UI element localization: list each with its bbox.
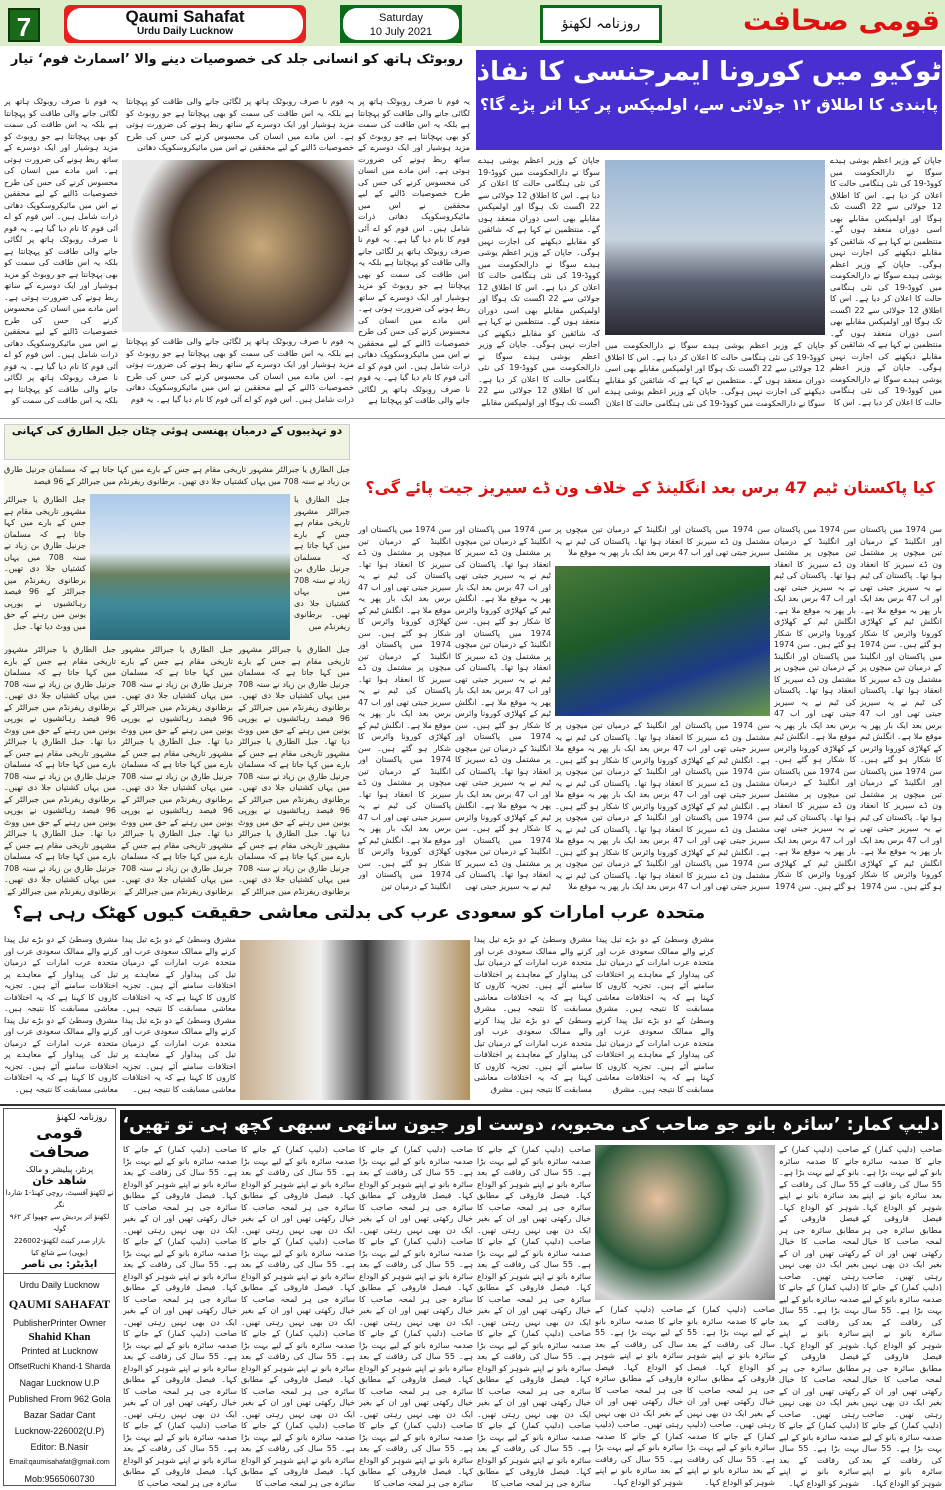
text-column: جبل الطارق یا جبرالٹر مشہور تاریخی مقام ہے جس کے بارے میں کہا جاتا ہے کہ مسلمان جرنیل طارق بن زیاد نے سنہ 708 میں یہاں کشتیاں جلا دی تھیں۔ برطانوی ریفرنڈم میں	[294, 495, 350, 631]
dilip-headline: دلیپ کمار: ’سائرہ بانو جو صاحب کی محبوبہ، دوست اور جیون ساتھی سبھی کچھ ہی تو تھیں‘	[120, 1110, 942, 1140]
imprint-en-line: PublisherPrinter Owner	[12, 1318, 107, 1328]
urdu-logo: روزنامہ لکھنؤ	[543, 8, 659, 40]
text-column: صاحب (دلیپ کمار) کے جانے کا صدمہ سائرہ بانو کے لیے بہت بڑا ہے۔ 55 سال کی رفاقت کے بعد سائرہ بانو نے اپنے شوہر کو الوداع کہا۔ فیصل فاروقی کے مطابق سائرہ جی ہر لمحہ صاحب کا خیال رکھتی تھیں اور ان کے بغیر ایک دن بھی نہیں رہتی تھیں۔ صاحب (دلیپ کمار) کے جانے کا صدمہ سائرہ بانو کے لیے بہت بڑا ہے۔ 55 سال کی رفاقت کے بعد سائرہ بانو نے اپنے شوہر کو الوداع کہا۔ فیصل فاروقی کے مطابق سائرہ جی ہر لمحہ صاحب کا خیال رکھتی تھیں اور ان کے بغیر ایک دن بھی نہیں رہتی تھیں۔ صاحب (دلیپ کمار) کے جانے کا صدمہ سائرہ بانو کے لیے بہت بڑا ہے۔ 55 سال کی رفاقت کے بعد سائرہ بانو نے اپنے شوہر کو الوداع کہا۔ فیصل فاروقی کے مطابق سائرہ جی ہر لمحہ صاحب کا خیال رکھتی تھیں اور ان کے بغیر ایک دن بھی نہیں رہتی تھیں۔ صاحب (دلیپ کمار) کے جانے کا صدمہ سائرہ بانو کے لیے بہت بڑا ہے۔ 55 سال کی رفاقت کے بعد سائرہ بانو نے اپنے شوہر کو الوداع کہا۔ فیصل فاروقی کے مطابق سائرہ جی ہر لمحہ صاحب کا	[123, 1145, 237, 1488]
brand-box	[64, 5, 306, 43]
text-column: سن 1974 میں پاکستان اور انگلینڈ کے درمیان تین میچوں پر مشتمل ون ڈے سیریز کا انعقاد ہوا تھا۔ پاکستان کی ٹیم نے یہ سیریز جیتی تھی اور اب 47 برس بعد ایک بار پھر یہ موقع ملا ہے۔ انگلش ٹیم کے کھلاڑی کورونا وائرس کا شکار ہو گئے ہیں۔ سن 1974 میں پاکستان اور انگلینڈ کے درمیان تین میچوں پر مشتمل ون ڈے سیریز کا انعقاد ہوا تھا۔ پاکستان کی ٹیم نے یہ سیریز جیتی تھی اور اب 47 برس بعد ایک بار پھر یہ موقع ملا ہے۔ انگلش ٹیم کے کھلاڑی کورونا وائرس کا شکار ہو گئے ہیں۔ سن 1974 میں پاکستان اور انگلینڈ کے درمیان تین میچوں پر مشتمل ون ڈے سیریز کا انعقاد ہوا تھا۔ پاکستان کی ٹیم نے یہ سیریز جیتی تھی اور اب 47 برس بعد ایک بار پھر یہ موقع ملا ہے۔ انگلش ٹیم کے کھلاڑی کورونا وائرس کا شکار ہو گئے ہیں۔ سن 1974 میں پاکستان اور انگلینڈ کے درمیان تین	[358, 525, 451, 891]
imprint-mobile: Mob:9565060730	[24, 1474, 95, 1484]
text-column: یہ فوم نا صرف روبوٹک ہاتھ پر لگائی جانے والی طاقت کو پہچانتا ہے بلکہ یہ اس طاقت کی سمت کو بھی پہچانتا ہے جو روبوٹ کو مزید ہوشیار اور ایک دوسرے کے ساتھ ربط ہونے کی ضرورت ہوتی ہے۔ اس مادے میں انسان کی محسوس کرنے کی حس کی طرح خصوصیات ڈالنے کے لیے محققین نے اس میں مائیکروسکوپک دھاتی ذرات شامل ہیں۔ اس فوم کو اے آئی فوم کا نام دیا گیا ہے۔ یہ فوم نا صرف روبوٹک ہاتھ پر لگائی جانے والی طاقت کو پہچانتا ہے بلکہ یہ اس طاقت کی سمت کو بھی پہچانتا ہے جو روبوٹ کو مزید ہوشیار اور ایک دوسرے کے ساتھ ربط ہونے کی ضرورت ہوتی ہے۔ اس مادے میں انسان کی محسوس کرنے کی حس کی طرح خصوصیات ڈالنے کے لیے محققین نے اس میں مائیکروسکوپک دھاتی ذرات شامل ہیں۔ اس فوم کو اے آئی فوم کا نام دیا گیا ہے۔ یہ فوم نا صرف روبوٹک ہاتھ پر لگائی جانے والی طاقت کو پہچانتا ہے بلکہ یہ اس طاقت کی سمت کو	[4, 97, 118, 405]
brand-name: Qaumi Sahafat	[125, 7, 245, 26]
robot-headline: روبوٹک ہاتھ کو انسانی جلد کی خصوصیات دینے والا ’اسمارٹ فوم‘ تیار	[10, 52, 464, 67]
gibraltar-headline: دو تہذیبوں کے درمیان پھنسی ہوئی چٹان جبل الطارق کی کہانی	[4, 424, 350, 460]
imprint-en-line: Bazar Sadar Cant	[23, 1410, 96, 1420]
text-column: مشرق وسطیٰ کے دو بڑے تیل پیدا کرنے والے ممالک سعودی عرب اور متحدہ عرب امارات کے درمیان تیل کی پیداوار کے معاہدے پر اختلافات سامنے آئے ہیں۔ تجزیہ کاروں کا کہنا ہے کہ یہ اختلافات معاشی مسابقت کا نتیجہ ہیں۔ مشرق وسطیٰ کے دو بڑے تیل پیدا کرنے والے ممالک سعودی عرب اور متحدہ عرب امارات کے درمیان تیل کی پیداوار کے معاہدے پر اختلافات سامنے آئے ہیں۔ تجزیہ کاروں کا کہنا ہے کہ یہ اختلافات معاشی مسابقت کا نتیجہ ہیں۔ مشرق	[474, 935, 592, 1094]
text-column: یہ فوم نا صرف روبوٹک ہاتھ پر لگائی جانے والی طاقت کو پہچانتا ہے بلکہ یہ اس طاقت کی سمت کو بھی پہچانتا ہے جو روبوٹ کو مزید ہوشیار اور ایک دوسرے کے ساتھ ربط ہونے کی ضرورت ہوتی ہے۔ اس مادے میں انسان کی محسوس کرنے کی حس کی طرح خصوصیات ڈالنے کے لیے محققین نے اس میں مائیکروسکوپک دھاتی	[126, 97, 354, 152]
day: Saturday	[378, 12, 424, 24]
imprint-box	[3, 1108, 116, 1486]
divider	[0, 418, 945, 419]
imprint-ur-addr: لکھنؤ اتر پردیش سے چھپوا کر ۹۶۲ گولہ	[9, 1213, 110, 1233]
date-box	[340, 5, 462, 43]
text-column: مشرق وسطیٰ کے دو بڑے تیل پیدا کرنے والے ممالک سعودی عرب اور متحدہ عرب امارات کے درمیان تیل کی پیداوار کے معاہدے پر اختلافات سامنے آئے ہیں۔ تجزیہ کاروں کا کہنا ہے کہ یہ اختلافات معاشی مسابقت کا نتیجہ ہیں۔ مشرق وسطیٰ کے دو بڑے تیل پیدا کرنے والے ممالک سعودی عرب اور متحدہ عرب امارات کے درمیان تیل کی پیداوار کے معاہدے پر اختلافات سامنے آئے ہیں۔ تجزیہ کاروں کا کہنا ہے کہ یہ اختلافات معاشی مسابقت کا نتیجہ ہیں۔	[4, 935, 118, 1094]
imprint-en-line: Printed at Lucknow	[21, 1346, 98, 1356]
gibraltar-photo	[90, 494, 290, 640]
imprint-email: Email:qaumisahafat@gmail.com	[9, 1459, 110, 1466]
text-column: جاپان کے وزیر اعظم یوشی ہیدے سوگا نے دارالحکومت میں کووڈ-19 کی نئی ہنگامی حالت کا اعلان کر دیا ہے۔ اس کا اطلاق 12 جولائی سے 22 اگست تک ہوگا اور اولمپکس مقابلے بھی اسی دوران منعقد ہوں گے۔ منتظمین نے کہا ہے کہ شائقین کو مقابلے دیکھنے کی اجازت نہیں ہوگی۔ جاپان کے وزیر اعظم یوشی ہیدے سوگا نے دارالحکومت میں کووڈ-19 کی نئی ہنگامی حالت کا اعلان	[605, 341, 825, 408]
imprint-en-line: Published From 962 Gola	[8, 1394, 111, 1404]
text-column: صاحب (دلیپ کمار) کے جانے کا صدمہ سائرہ بانو کے لیے بہت بڑا ہے۔ 55 سال کی رفاقت کے بعد سائرہ بانو نے اپنے شوہر کو الوداع کہا۔ فیصل فاروقی کے مطابق سائرہ جی ہر لمحہ صاحب کا خیال رکھتی تھیں اور ان کے بغیر ایک دن بھی نہیں رہتی تھیں۔ صاحب (دلیپ کمار) کے جانے کا صدمہ سائرہ بانو کے لیے بہت بڑا ہے۔ 55 سال کی رفاقت کے بعد سائرہ بانو نے اپنے شوہر کو الوداع کہا۔	[595, 1305, 683, 1487]
text-column: جبل الطارق یا جبرالٹر مشہور تاریخی مقام ہے جس کے بارے میں کہا جاتا ہے کہ مسلمان جرنیل طارق بن زیاد نے سنہ 708 میں یہاں کشتیاں جلا دی تھیں۔ برطانوی ریفرنڈم میں جبرالٹر کے 96 فیصد رہائشیوں نے یورپی یونین میں رہنے کے حق میں ووٹ دیا تھا۔ جبل الطارق یا جبرالٹر مشہور تاریخی مقام ہے جس کے بارے میں کہا جاتا ہے کہ مسلمان جرنیل طارق بن زیاد نے سنہ 708 میں یہاں کشتیاں جلا دی تھیں۔ برطانوی ریفرنڈم میں جبرالٹر کے 96 فیصد رہائشیوں نے یورپی یونین میں رہنے کے حق میں ووٹ دیا تھا۔ جبل الطارق یا جبرالٹر مشہور تاریخی مقام ہے جس کے بارے میں کہا جاتا ہے کہ مسلمان جرنیل طارق بن زیاد نے سنہ 708 میں یہاں کشتیاں جلا دی تھیں۔ برطانوی ریفرنڈم میں جبرالٹر کے	[121, 645, 233, 896]
imprint-ur-editor: ایڈیٹر: بی ناصر	[4, 1259, 115, 1274]
imprint-en-line: Urdu Daily Lucknow	[19, 1280, 100, 1290]
divider	[0, 1104, 945, 1106]
date: 10 July 2021	[369, 26, 433, 38]
text-column: جبل الطارق یا جبرالٹر مشہور تاریخی مقام ہے جس کے بارے میں کہا جاتا ہے کہ مسلمان جرنیل طارق بن زیاد نے سنہ 708 میں یہاں کشتیاں جلا دی تھیں۔ برطانوی ریفرنڈم میں جبرالٹر کے 96 فیصد رہائشیوں نے یورپی یونین میں رہنے کے حق میں ووٹ دیا تھا۔ جبل الطارق یا جبرالٹر مشہور تاریخی مقام ہے جس کے بارے میں کہا جاتا ہے کہ مسلمان جرنیل طارق بن زیاد نے سنہ 708 میں یہاں کشتیاں جلا دی تھیں۔ برطانوی ریفرنڈم میں جبرالٹر کے 96 فیصد رہائشیوں نے یورپی یونین میں رہنے کے حق میں ووٹ دیا تھا۔ جبل الطارق یا جبرالٹر مشہور تاریخی مقام ہے جس کے بارے میں کہا جاتا ہے کہ مسلمان جرنیل طارق بن زیاد نے سنہ 708 میں یہاں کشتیاں جلا دی تھیں۔ برطانوی ریفرنڈم میں جبرالٹر کے	[238, 645, 350, 896]
text-column: صاحب (دلیپ کمار) کے جانے کا صدمہ سائرہ بانو کے لیے بہت بڑا ہے۔ 55 سال کی رفاقت کے بعد سائرہ بانو نے اپنے شوہر کو الوداع کہا۔ فیصل فاروقی کے مطابق سائرہ جی ہر لمحہ صاحب کا خیال رکھتی تھیں اور ان کے بغیر ایک دن بھی نہیں رہتی تھیں۔ صاحب (دلیپ کمار) کے جانے کا صدمہ سائرہ بانو کے لیے بہت بڑا ہے۔ 55 سال کی رفاقت کے بعد سائرہ بانو نے اپنے شوہر کو الوداع کہا۔	[687, 1305, 775, 1487]
urdu-title: قومی صحافت	[742, 4, 940, 37]
text-column: جبل الطارق یا جبرالٹر مشہور تاریخی مقام ہے جس کے بارے میں کہا جاتا ہے کہ مسلمان جرنیل طارق بن زیاد نے سنہ 708 میں یہاں کشتیاں جلا دی تھیں۔ برطانوی ریفرنڈم میں جبرالٹر کے 96 فیصد رہائشیوں نے یورپی یونین میں رہنے کے حق میں ووٹ دیا تھا۔ جبل الطارق یا جبرالٹر مشہور تاریخی مقام ہے جس کے بارے میں کہا جاتا ہے کہ مسلمان جرنیل طارق بن زیاد نے سنہ 708 میں یہاں کشتیاں جلا دی تھیں۔ برطانوی ریفرنڈم میں جبرالٹر کے 96 فیصد رہائشیوں نے یورپی یونین میں رہنے کے حق میں ووٹ دیا تھا۔ جبل الطارق یا جبرالٹر مشہور تاریخی مقام ہے جس کے بارے میں کہا جاتا ہے کہ مسلمان جرنیل طارق بن زیاد نے سنہ 708 میں یہاں کشتیاں جلا دی تھیں۔ برطانوی ریفرنڈم میں جبرالٹر کے	[4, 645, 116, 896]
imprint-ur-addr: بازار صدر کینٹ لکھنؤ-226002	[13, 1237, 106, 1245]
imprint-en-line: Lucknow-226002(U.P)	[14, 1426, 105, 1436]
text-column: مشرق وسطیٰ کے دو بڑے تیل پیدا کرنے والے ممالک سعودی عرب اور متحدہ عرب امارات کے درمیان تیل کی پیداوار کے معاہدے پر اختلافات سامنے آئے ہیں۔ تجزیہ کاروں کا کہنا ہے کہ یہ اختلافات معاشی مسابقت کا نتیجہ ہیں۔ مشرق وسطیٰ کے دو بڑے تیل پیدا کرنے والے ممالک سعودی عرب اور متحدہ عرب امارات کے درمیان تیل کی پیداوار کے معاہدے پر اختلافات سامنے آئے ہیں۔ تجزیہ کاروں کا کہنا ہے کہ یہ اختلافات معاشی مسابقت کا نتیجہ ہیں۔ مشرق	[596, 935, 714, 1094]
urdu-logo-box	[540, 5, 662, 43]
imprint-ur-role: پرنٹر، پبلیشر و مالک	[25, 1165, 94, 1174]
imprint-en-owner: Shahid Khan	[28, 1331, 91, 1343]
tokyo-headline: ٹوکیو میں کورونا ایمرجنسی کا نفاذ	[476, 56, 942, 87]
imprint-ur-addr: (یوپی) سے شائع کیا	[31, 1249, 88, 1257]
imprint-ur-title: قومی صحافت	[29, 1123, 90, 1161]
text-column: جاپان کے وزیر اعظم یوشی ہیدے سوگا نے دارالحکومت میں کووڈ-19 کی نئی ہنگامی حالت کا اعلان کر دیا ہے۔ اس کا اطلاق 12 جولائی سے 22 اگست تک ہوگا اور اولمپکس مقابلے بھی اسی دوران منعقد ہوں گے۔ منتظمین نے کہا ہے کہ شائقین کو مقابلے دیکھنے کی اجازت نہیں ہوگی۔ جاپان کے وزیر اعظم یوشی ہیدے سوگا نے دارالحکومت میں کووڈ-19 کی نئی ہنگامی حالت کا اعلان کر دیا ہے۔ اس کا اطلاق 12 جولائی سے 22 اگست تک ہوگا اور اولمپکس مقابلے بھی اسی دوران منعقد ہوں گے۔ منتظمین نے کہا ہے کہ شائقین کو مقابلے دیکھنے کی اجازت نہیں ہوگی۔ جاپان کے وزیر اعظم یوشی ہیدے سوگا نے دارالحکومت میں کووڈ-19 کی نئی ہنگامی حالت کا اعلان کر دیا ہے۔ اس کا اطلاق 12 جولائی سے 22 اگست تک ہوگا اور اولمپکس مقابلے	[478, 156, 600, 407]
text-column: صاحب (دلیپ کمار) کے جانے کا صدمہ سائرہ بانو کے لیے بہت بڑا ہے۔ 55 سال کی رفاقت کے بعد سائرہ بانو نے اپنے شوہر کو الوداع کہا۔ فیصل فاروقی کے مطابق سائرہ جی ہر لمحہ صاحب کا خیال رکھتی تھیں اور ان کے بغیر ایک دن بھی نہیں رہتی تھیں۔ صاحب (دلیپ کمار) کے جانے کا صدمہ سائرہ بانو کے لیے بہت بڑا ہے۔ 55 سال کی رفاقت کے بعد سائرہ بانو نے اپنے شوہر کو الوداع کہا۔ فیصل فاروقی کے مطابق سائرہ جی ہر لمحہ صاحب کا خیال رکھتی تھیں اور ان کے بغیر ایک دن بھی نہیں رہتی تھیں۔ صاحب (دلیپ کمار) کے جانے کا صدمہ سائرہ بانو کے لیے بہت بڑا ہے۔ 55 سال کی رفاقت کے بعد سائرہ بانو نے اپنے شوہر کو الوداع کہا۔	[862, 1145, 942, 1488]
text-column: صاحب (دلیپ کمار) کے جانے کا صدمہ سائرہ بانو کے لیے بہت بڑا ہے۔ 55 سال کی رفاقت کے بعد سائرہ بانو نے اپنے شوہر کو الوداع کہا۔ فیصل فاروقی کے مطابق سائرہ جی ہر لمحہ صاحب کا خیال رکھتی تھیں اور ان کے بغیر ایک دن بھی نہیں رہتی تھیں۔ صاحب (دلیپ کمار) کے جانے کا صدمہ سائرہ بانو کے لیے بہت بڑا ہے۔ 55 سال کی رفاقت کے بعد سائرہ بانو نے اپنے شوہر کو الوداع کہا۔ فیصل فاروقی کے مطابق سائرہ جی ہر لمحہ صاحب کا خیال رکھتی تھیں اور ان کے بغیر ایک دن بھی نہیں رہتی تھیں۔ صاحب (دلیپ کمار) کے جانے کا صدمہ سائرہ بانو کے لیے بہت بڑا ہے۔ 55 سال کی رفاقت کے بعد سائرہ بانو نے اپنے شوہر کو الوداع کہا۔	[779, 1145, 859, 1488]
text-column: جبل الطارق یا جبرالٹر مشہور تاریخی مقام ہے جس کے بارے میں کہا جاتا ہے کہ مسلمان جرنیل طارق بن زیاد نے سنہ 708 میں یہاں کشتیاں جلا دی تھیں۔ برطانوی ریفرنڈم میں جبرالٹر کے 96 فیصد رہائشیوں نے یورپی یونین میں رہنے کے حق میں ووٹ دیا تھا۔ جبل	[4, 495, 86, 631]
text-column: سن 1974 میں پاکستان اور انگلینڈ کے درمیان تین میچوں پر مشتمل ون ڈے سیریز کا انعقاد ہوا تھا۔ پاکستان کی ٹیم نے یہ سیریز جیتی تھی اور اب 47 برس بعد ایک بار پھر یہ موقع ملا ہے۔ انگلش ٹیم کے کھلاڑی کورونا وائرس کا شکار ہو گئے ہیں۔ سن 1974 میں پاکستان اور انگلینڈ کے درمیان تین میچوں پر مشتمل ون ڈے سیریز کا انعقاد ہوا تھا۔ پاکستان کی ٹیم نے یہ سیریز جیتی تھی اور اب 47 برس بعد ایک بار پھر یہ موقع ملا ہے۔ انگلش ٹیم کے کھلاڑی کورونا وائرس کا شکار ہو گئے ہیں۔ سن 1974 میں پاکستان اور انگلینڈ کے درمیان تین میچوں پر مشتمل ون ڈے سیریز کا انعقاد ہوا تھا۔ پاکستان کی ٹیم نے یہ سیریز جیتی تھی اور اب 47 برس بعد ایک بار پھر یہ موقع ملا ہے۔ انگلش ٹیم کے کھلاڑی کورونا وائرس کا شکار ہو گئے ہیں۔ سن 1974 میں پاکستان اور انگلینڈ کے درمیان تین میچوں پر مشتمل ون ڈے سیریز کا انعقاد ہوا تھا۔ پاکستان کی ٹیم نے یہ سیریز جیتی تھی اور اب 47 برس بعد ایک بار پھر یہ موقع ملا	[555, 721, 770, 891]
text-column: صاحب (دلیپ کمار) کے جانے کا صدمہ سائرہ بانو کے لیے بہت بڑا ہے۔ 55 سال کی رفاقت کے بعد سائرہ بانو نے اپنے شوہر کو الوداع کہا۔ فیصل فاروقی کے مطابق سائرہ جی ہر لمحہ صاحب کا خیال رکھتی تھیں اور ان کے بغیر ایک دن بھی نہیں رہتی تھیں۔ صاحب (دلیپ کمار) کے جانے کا صدمہ سائرہ بانو کے لیے بہت بڑا ہے۔ 55 سال کی رفاقت کے بعد سائرہ بانو نے اپنے شوہر کو الوداع کہا۔ فیصل فاروقی کے مطابق سائرہ جی ہر لمحہ صاحب کا خیال رکھتی تھیں اور ان کے بغیر ایک دن بھی نہیں رہتی تھیں۔ صاحب (دلیپ کمار) کے جانے کا صدمہ سائرہ بانو کے لیے بہت بڑا ہے۔ 55 سال کی رفاقت کے بعد سائرہ بانو نے اپنے شوہر کو الوداع کہا۔ فیصل فاروقی کے مطابق سائرہ جی ہر لمحہ صاحب کا خیال رکھتی تھیں اور ان کے بغیر ایک دن بھی نہیں رہتی تھیں۔ صاحب (دلیپ کمار) کے جانے کا صدمہ سائرہ بانو کے لیے بہت بڑا ہے۔ 55 سال کی رفاقت کے بعد سائرہ بانو نے اپنے شوہر کو الوداع کہا۔ فیصل فاروقی کے مطابق سائرہ جی ہر لمحہ صاحب کا	[477, 1145, 591, 1488]
text-column: سن 1974 میں پاکستان اور انگلینڈ کے درمیان تین میچوں پر مشتمل ون ڈے سیریز کا انعقاد ہوا تھا۔ پاکستان کی ٹیم نے یہ سیریز جیتی تھی اور اب 47 برس بعد ایک بار پھر یہ موقع ملا	[555, 525, 770, 557]
olympics-photo	[605, 160, 825, 335]
tokyo-subhead: پابندی کا اطلاق ۱۲ جولائی سے، اولمپکس پر کیا اثر پڑے گا؟	[479, 95, 939, 114]
page-number: 7	[8, 8, 40, 42]
dilip-saira-photo	[595, 1145, 775, 1300]
tokyo-headline-box	[476, 50, 942, 150]
imprint-ur-addr: نے لکھنؤ آفسیٹ، روچی کھنڈ-1 شاردا نگر	[5, 1189, 114, 1209]
imprint-en-line: Editor: B.Nasir	[30, 1442, 89, 1452]
text-column: صاحب (دلیپ کمار) کے جانے کا صدمہ سائرہ بانو کے لیے بہت بڑا ہے۔ 55 سال کی رفاقت کے بعد سائرہ بانو نے اپنے شوہر کو الوداع کہا۔ فیصل فاروقی کے مطابق سائرہ جی ہر لمحہ صاحب کا خیال رکھتی تھیں اور ان کے بغیر ایک دن بھی نہیں رہتی تھیں۔ صاحب (دلیپ کمار) کے جانے کا صدمہ سائرہ بانو کے لیے بہت بڑا ہے۔ 55 سال کی رفاقت کے بعد سائرہ بانو نے اپنے شوہر کو الوداع کہا۔ فیصل فاروقی کے مطابق سائرہ جی ہر لمحہ صاحب کا خیال رکھتی تھیں اور ان کے بغیر ایک دن بھی نہیں رہتی تھیں۔ صاحب (دلیپ کمار) کے جانے کا صدمہ سائرہ بانو کے لیے بہت بڑا ہے۔ 55 سال کی رفاقت کے بعد سائرہ بانو نے اپنے شوہر کو الوداع کہا۔ فیصل فاروقی کے مطابق سائرہ جی ہر لمحہ صاحب کا خیال رکھتی تھیں اور ان کے بغیر ایک دن بھی نہیں رہتی تھیں۔ صاحب (دلیپ کمار) کے جانے کا صدمہ سائرہ بانو کے لیے بہت بڑا ہے۔ 55 سال کی رفاقت کے بعد سائرہ بانو نے اپنے شوہر کو الوداع کہا۔ فیصل فاروقی کے مطابق سائرہ جی ہر لمحہ صاحب کا	[241, 1145, 355, 1488]
uae-headline: متحدہ عرب امارات کو سعودی عرب کی بدلتی معاشی حقیقت کیوں کھٹک رہی ہے؟	[12, 903, 706, 923]
text-column: یہ فوم نا صرف روبوٹک ہاتھ پر لگائی جانے والی طاقت کو پہچانتا ہے بلکہ یہ اس طاقت کی سمت کو بھی پہچانتا ہے جو روبوٹ کو مزید ہوشیار اور ایک دوسرے کے ساتھ ربط ہونے کی ضرورت ہوتی ہے۔ اس مادے میں انسان کی محسوس کرنے کی حس کی طرح خصوصیات ڈالنے کے لیے محققین نے اس میں مائیکروسکوپک دھاتی ذرات شامل ہیں۔ اس فوم کو اے آئی فوم کا نام دیا گیا ہے۔ یہ فوم نا صرف روبوٹک ہاتھ پر لگائی جانے والی طاقت کو پہچانتا ہے بلکہ یہ اس طاقت کی سمت کو بھی پہچانتا ہے جو روبوٹ کو مزید ہوشیار اور ایک دوسرے کے ساتھ ربط ہونے کی ضرورت ہوتی ہے۔ اس مادے میں انسان کی محسوس کرنے کی حس کی طرح خصوصیات ڈالنے کے لیے محققین نے اس میں مائیکروسکوپک دھاتی ذرات شامل ہیں۔ اس فوم کو اے آئی فوم کا نام دیا گیا ہے۔ یہ فوم نا صرف روبوٹک ہاتھ پر لگائی جانے والی طاقت کو پہچانتا ہے	[358, 97, 470, 405]
imprint-ur-top: روزنامہ لکھنؤ	[56, 1113, 107, 1123]
text-column: جاپان کے وزیر اعظم یوشی ہیدے سوگا نے دارالحکومت میں کووڈ-19 کی نئی ہنگامی حالت کا اعلان کر دیا ہے۔ اس کا اطلاق 12 جولائی سے 22 اگست تک ہوگا اور اولمپکس مقابلے بھی اسی دوران منعقد ہوں گے۔ منتظمین نے کہا ہے کہ شائقین کو مقابلے دیکھنے کی اجازت نہیں ہوگی۔ جاپان کے وزیر اعظم یوشی ہیدے سوگا نے دارالحکومت میں کووڈ-19 کی نئی ہنگامی حالت کا اعلان کر دیا ہے۔ اس کا اطلاق 12 جولائی سے 22 اگست تک ہوگا اور اولمپکس مقابلے بھی اسی دوران منعقد ہوں گے۔ منتظمین نے کہا ہے کہ شائقین کو مقابلے دیکھنے کی اجازت نہیں ہوگی۔ جاپان کے وزیر اعظم یوشی ہیدے سوگا نے دارالحکومت میں کووڈ-19 کی نئی ہنگامی حالت کا اعلان کر دیا ہے۔ اس کا	[830, 156, 942, 407]
brand-sub: Urdu Daily Lucknow	[136, 26, 234, 37]
cricket-headline: کیا پاکستان ٹیم 47 برس بعد انگلینڈ کے خلاف ون ڈے سیریز جیت پائے گی؟	[365, 478, 935, 497]
text-column: جبل الطارق یا جبرالٹر مشہور تاریخی مقام ہے جس کے بارے میں کہا جاتا ہے کہ مسلمان جرنیل طارق بن زیاد نے سنہ 708 میں یہاں کشتیاں جلا دی تھیں۔ برطانوی ریفرنڈم میں جبرالٹر کے 96 فیصد	[4, 465, 350, 486]
text-column: سن 1974 میں پاکستان اور انگلینڈ کے درمیان تین میچوں پر مشتمل ون ڈے سیریز کا انعقاد ہوا تھا۔ پاکستان کی ٹیم نے یہ سیریز جیتی تھی اور اب 47 برس بعد ایک بار پھر یہ موقع ملا ہے۔ انگلش ٹیم کے کھلاڑی کورونا وائرس کا شکار ہو گئے ہیں۔ سن 1974 میں پاکستان اور انگلینڈ کے درمیان تین میچوں پر مشتمل ون ڈے سیریز کا انعقاد ہوا تھا۔ پاکستان کی ٹیم نے یہ سیریز جیتی تھی اور اب 47 برس بعد ایک بار پھر یہ موقع ملا ہے۔ انگلش ٹیم کے کھلاڑی کورونا وائرس کا شکار ہو گئے ہیں۔ سن 1974 میں پاکستان اور انگلینڈ کے درمیان تین میچوں پر مشتمل ون ڈے سیریز کا انعقاد ہوا تھا۔ پاکستان کی ٹیم نے یہ سیریز جیتی تھی اور اب 47 برس بعد ایک بار پھر یہ موقع ملا ہے۔ انگلش ٹیم کے کھلاڑی کورونا وائرس کا شکار ہو گئے ہیں۔ سن 1974	[860, 525, 942, 891]
text-column: سن 1974 میں پاکستان اور انگلینڈ کے درمیان تین میچوں پر مشتمل ون ڈے سیریز کا انعقاد ہوا تھا۔ پاکستان کی ٹیم نے یہ سیریز جیتی تھی اور اب 47 برس بعد ایک بار پھر یہ موقع ملا ہے۔ انگلش ٹیم کے کھلاڑی کورونا وائرس کا شکار ہو گئے ہیں۔ سن 1974 میں پاکستان اور انگلینڈ کے درمیان تین میچوں پر مشتمل ون ڈے سیریز کا انعقاد ہوا تھا۔ پاکستان کی ٹیم نے یہ سیریز جیتی تھی اور اب 47 برس بعد ایک بار پھر یہ موقع ملا ہے۔ انگلش ٹیم کے کھلاڑی کورونا وائرس کا شکار ہو گئے ہیں۔ سن 1974 میں پاکستان اور انگلینڈ کے درمیان تین میچوں پر مشتمل ون ڈے سیریز کا انعقاد ہوا تھا۔ پاکستان کی ٹیم نے یہ سیریز جیتی تھی اور اب 47 برس بعد ایک بار پھر یہ موقع ملا ہے۔ انگلش ٹیم کے کھلاڑی کورونا وائرس کا شکار ہو گئے ہیں۔ سن 1974	[774, 525, 856, 891]
leaders-photo	[240, 940, 470, 1100]
text-column: یہ فوم نا صرف روبوٹک ہاتھ پر لگائی جانے والی طاقت کو پہچانتا ہے بلکہ یہ اس طاقت کی سمت کو بھی پہچانتا ہے جو روبوٹ کو مزید ہوشیار اور ایک دوسرے کے ساتھ ربط ہونے کی ضرورت ہوتی ہے۔ اس مادے میں انسان کی محسوس کرنے کی حس کی طرح خصوصیات ڈالنے کے لیے محققین نے اس میں مائیکروسکوپک دھاتی ذرات شامل ہیں۔ اس فوم کو اے آئی فوم کا نام دیا گیا ہے۔ یہ فوم	[126, 337, 354, 404]
robot-hand-photo	[122, 160, 354, 332]
text-column: صاحب (دلیپ کمار) کے جانے کا صدمہ سائرہ بانو کے لیے بہت بڑا ہے۔ 55 سال کی رفاقت کے بعد سائرہ بانو نے اپنے شوہر کو الوداع کہا۔ فیصل فاروقی کے مطابق سائرہ جی ہر لمحہ صاحب کا خیال رکھتی تھیں اور ان کے بغیر ایک دن بھی نہیں رہتی تھیں۔ صاحب (دلیپ کمار) کے جانے کا صدمہ سائرہ بانو کے لیے بہت بڑا ہے۔ 55 سال کی رفاقت کے بعد سائرہ بانو نے اپنے شوہر کو الوداع کہا۔ فیصل فاروقی کے مطابق سائرہ جی ہر لمحہ صاحب کا خیال رکھتی تھیں اور ان کے بغیر ایک دن بھی نہیں رہتی تھیں۔ صاحب (دلیپ کمار) کے جانے کا صدمہ سائرہ بانو کے لیے بہت بڑا ہے۔ 55 سال کی رفاقت کے بعد سائرہ بانو نے اپنے شوہر کو الوداع کہا۔ فیصل فاروقی کے مطابق سائرہ جی ہر لمحہ صاحب کا خیال رکھتی تھیں اور ان کے بغیر ایک دن بھی نہیں رہتی تھیں۔ صاحب (دلیپ کمار) کے جانے کا صدمہ سائرہ بانو کے لیے بہت بڑا ہے۔ 55 سال کی رفاقت کے بعد سائرہ بانو نے اپنے شوہر کو الوداع کہا۔ فیصل فاروقی کے مطابق سائرہ جی ہر لمحہ صاحب کا	[359, 1145, 473, 1488]
text-column: سن 1974 میں پاکستان اور انگلینڈ کے درمیان تین میچوں پر مشتمل ون ڈے سیریز کا انعقاد ہوا تھا۔ پاکستان کی ٹیم نے یہ سیریز جیتی تھی اور اب 47 برس بعد ایک بار پھر یہ موقع ملا ہے۔ انگلش ٹیم کے کھلاڑی کورونا وائرس کا شکار ہو گئے ہیں۔ سن 1974 میں پاکستان اور انگلینڈ کے درمیان تین میچوں پر مشتمل ون ڈے سیریز کا انعقاد ہوا تھا۔ پاکستان کی ٹیم نے یہ سیریز جیتی تھی اور اب 47 برس بعد ایک بار پھر یہ موقع ملا ہے۔ انگلش ٹیم کے کھلاڑی کورونا وائرس کا شکار ہو گئے ہیں۔ سن 1974 میں پاکستان اور انگلینڈ کے درمیان تین میچوں پر مشتمل ون ڈے سیریز کا انعقاد ہوا تھا۔ پاکستان کی ٹیم نے یہ سیریز جیتی تھی اور اب 47 برس بعد ایک بار پھر یہ موقع ملا ہے۔ انگلش ٹیم کے کھلاڑی کورونا وائرس کا شکار ہو گئے ہیں۔ سن 1974 میں پاکستان اور انگلینڈ کے درمیان تین میچوں پر مشتمل ون ڈے سیریز کا انعقاد ہوا تھا۔ پاکستان کی ٹیم نے یہ سیریز جیتی تھی	[455, 525, 551, 891]
imprint-en-title: QAUMI SAHAFAT	[8, 1297, 111, 1311]
cricket-photo	[555, 566, 770, 716]
text-column: مشرق وسطیٰ کے دو بڑے تیل پیدا کرنے والے ممالک سعودی عرب اور متحدہ عرب امارات کے درمیان تیل کی پیداوار کے معاہدے پر اختلافات سامنے آئے ہیں۔ تجزیہ کاروں کا کہنا ہے کہ یہ اختلافات معاشی مسابقت کا نتیجہ ہیں۔ مشرق وسطیٰ کے دو بڑے تیل پیدا کرنے والے ممالک سعودی عرب اور متحدہ عرب امارات کے درمیان تیل کی پیداوار کے معاہدے پر اختلافات سامنے آئے ہیں۔ تجزیہ کاروں کا کہنا ہے کہ یہ اختلافات معاشی مسابقت کا نتیجہ ہیں۔	[122, 935, 236, 1094]
imprint-en-line: OffsetRuchi Khand-1 Sharda	[8, 1362, 111, 1371]
imprint-ur-name: شاهد خان	[32, 1174, 87, 1187]
imprint-en-line: Nagar Lucknow U.P	[19, 1378, 100, 1388]
